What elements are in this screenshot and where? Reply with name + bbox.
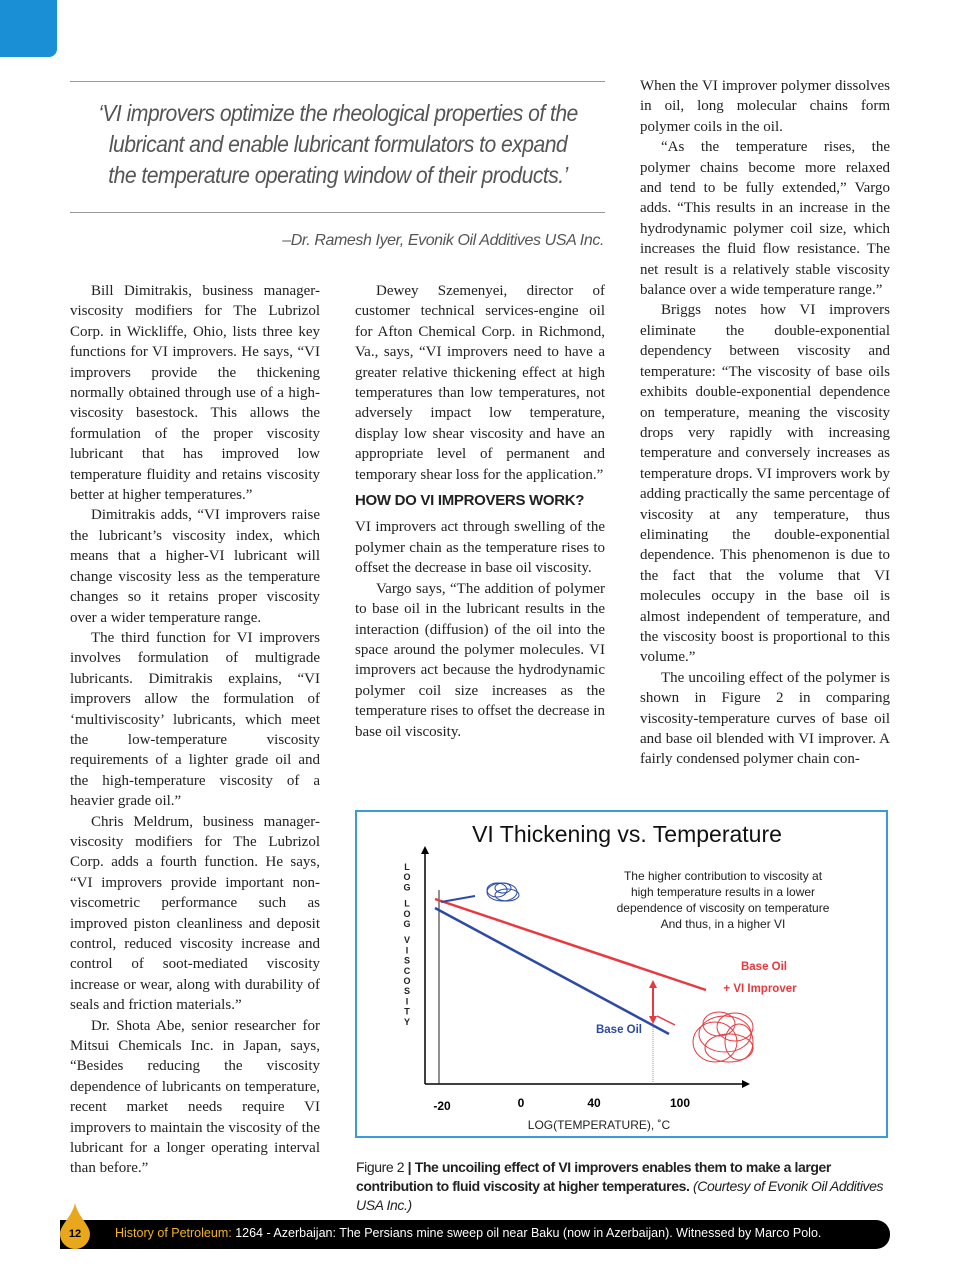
footer-bar xyxy=(60,1220,890,1249)
annotation-line: The higher contribution to viscosity at xyxy=(623,869,823,883)
column-1 xyxy=(70,281,320,1179)
y-axis-label-letter: L xyxy=(404,898,410,909)
page-number: 12 xyxy=(68,1228,82,1240)
y-axis-label xyxy=(403,862,410,1027)
arrow-head-up xyxy=(649,980,657,988)
figure-title: VI Thickening vs. Temperature xyxy=(472,821,782,847)
y-axis-label-letter: O xyxy=(403,976,411,986)
paragraph: When the VI improver polymer dissolves in oil, long molecular chains form polymer coils in the oil. xyxy=(640,78,890,135)
y-axis-label-letter: S xyxy=(403,955,411,966)
column-3 xyxy=(640,76,890,770)
x-axis-label: LOG(TEMPERATURE), ˚C xyxy=(527,1118,671,1132)
annotation-line: And thus, in a higher VI xyxy=(660,917,786,931)
pull-quote-attribution: –Dr. Ramesh Iyer, Evonik Oil Additives USA Inc. xyxy=(282,232,604,249)
paragraph: “As the temperature rises, the polymer chains become more relaxed and tend to be fully extended,” Vargo adds. “This results in an increase in the hydrodynamic polymer coil size, which increases the fluid flow resistance. The net result is a relatively stable viscosity balance over a wide temperature range.” xyxy=(640,139,890,299)
y-axis-label-letter: I xyxy=(405,996,409,1007)
y-axis-label-letter: O xyxy=(403,908,411,919)
caption-text: The uncoiling effect of VI improvers enables them to make a larger contribution to fluid viscosity at higher temperatures. xyxy=(356,1159,831,1194)
x-axis-arrow xyxy=(742,1080,750,1088)
x-tick-label: 100 xyxy=(669,1096,691,1110)
annotation-line: high temperature results in a lower xyxy=(630,885,816,899)
series-label-blue: Base Oil xyxy=(595,1024,643,1036)
footer-text: 1264 - Azerbaijan: The Persians mine sweep oil near Baku (now in Azerbaijan). Witnessed by Marco Polo. xyxy=(231,1226,822,1240)
y-axis-label-letter: S xyxy=(403,986,411,997)
oil-drop-icon xyxy=(60,1203,90,1249)
pull-quote: ‘VI improvers optimize the rheological properties of the lubricant and enable lubricant formulators to expand the temperature operating window of their products.’ xyxy=(98,100,578,188)
x-tick-label: 0 xyxy=(517,1096,525,1110)
paragraph: Vargo says, “The addition of polymer to base oil in the lubricant results in the interaction (diffusion) of the oil into the space around the polymer molecules. VI improvers act because the hydrodynamic polymer coil size increases as the temperature rises to offset the decrease in base oil viscosity. xyxy=(355,580,605,740)
footer-label: History of Petroleum: xyxy=(115,1226,232,1240)
paragraph: Dr. Shota Abe, senior researcher for Mitsui Chemicals Inc. in Japan, says, “Besides reducing the viscosity dependence of lubricants on temperature, recent market needs require VI improvers to maintain the viscosity of the lubricant for a longer operating interval than before.” xyxy=(70,1017,320,1177)
x-tick-label: 40 xyxy=(587,1096,601,1110)
section-heading: HOW DO VI IMPROVERS WORK? xyxy=(355,492,585,510)
y-axis-label-letter: Y xyxy=(403,1016,411,1027)
section-tab xyxy=(0,0,57,57)
y-axis-arrow xyxy=(421,846,429,854)
y-axis-label-letter: V xyxy=(403,935,411,946)
paragraph: The third function for VI improvers involves formulation of multigrade lubricants. Dimitrakis explains, “VI improvers allow the formulation of ‘multiviscosity’ lubricants, which meet the low-temperature viscosity requirements of a lighter grade oil and the high-temperature viscosity of a heavier grade oil.” xyxy=(70,629,320,810)
x-tick-label: -20 xyxy=(433,1099,451,1113)
paragraph: Dimitrakis adds, “VI improvers raise the lubricant’s viscosity index, which means that a higher-VI lubricant will change viscosity less as the temperature changes so it retains proper viscosity over a wider temperature range. xyxy=(70,507,320,626)
figure-caption xyxy=(356,1158,891,1215)
column-2 xyxy=(355,281,605,742)
y-axis-label-letter: L xyxy=(404,862,410,872)
y-axis-label-letter: O xyxy=(403,872,411,883)
quote-top-rule xyxy=(70,81,605,82)
figure-2 xyxy=(355,810,888,1138)
annotation xyxy=(617,869,830,931)
caption-separator: | xyxy=(407,1159,412,1175)
paragraph: Bill Dimitrakis, business manager-viscosity modifiers for The Lubrizol Corp. in Wickliffe, Ohio, lists three key functions for VI improvers. He says, “VI improvers provide the thickening normally obtained through use of a high-viscosity basestock. This allows the formulation of the proper viscosity lubricant that has improved low temperature fluidity and retains viscosity better at higher temperatures.” xyxy=(70,283,320,504)
y-axis-label-letter: T xyxy=(404,1006,410,1017)
paragraph: The uncoiling effect of the polymer is shown in Figure 2 in comparing viscosity-temperature curves of base oil and base oil blended with VI improver. A fairly condensed polymer chain con- xyxy=(640,669,890,768)
y-axis-label-letter: I xyxy=(405,945,409,956)
y-axis-label-letter: C xyxy=(403,965,411,976)
y-axis-label-letter: G xyxy=(403,882,411,893)
small-polymer-coil-icon xyxy=(487,883,519,901)
annotation-line: dependence of viscosity on temperature xyxy=(616,901,830,915)
paragraph: VI improvers act through swelling of the polymer chain as the temperature rises to offset the decrease in base oil viscosity. xyxy=(355,519,605,577)
paragraph: Chris Meldrum, business manager-viscosity modifiers for The Lubrizol Corp. adds a fourth function. He says, “VI improvers provide important non-viscometric performance such as improved piston cleanliness and deposit control, reduced viscosity increase and control of soot-mediated viscosity increase or wear, along with durability of seals and friction materials.” xyxy=(70,813,320,1014)
pointer-line xyxy=(441,896,475,902)
series-label-red-2: + VI Improver xyxy=(723,983,797,995)
y-axis-label-letter: G xyxy=(403,919,411,929)
paragraph: Briggs notes how VI improvers eliminate the double-exponential dependency between viscosity and temperature: “The viscosity of base oils exhibits double-exponential dependence on temperature, meaning the viscosity drops very rapidly with increasing temperature and conversely increases as temperature drops. VI improvers work by adding practically the same percentage of viscosity at any temperature, thus eliminating the double-exponential dependence. This phenomenon is due to the fact that the volume that VI molecules occupy in the base oil is almost independent of temperature, and the viscosity boost is proportional to this volume.” xyxy=(640,302,890,666)
paragraph: Dewey Szemenyei, director of customer technical services-engine oil for Afton Chemical Corp. in Richmond, Va., says, “VI improvers need to have a greater relative thickening effect at high temperatures than low temperatures, not adversely impact low temperature, display low shear viscosity and have an appropriate level of permanent and temporary shear loss for the application.” xyxy=(355,283,605,483)
caption-credit: (Courtesy of Evonik Oil Additives USA Inc.) xyxy=(356,1178,884,1213)
pointer-line xyxy=(657,1016,675,1025)
quote-bottom-rule xyxy=(70,212,605,213)
series-label-red: Base Oil xyxy=(740,961,788,973)
series-line-base-oil xyxy=(435,908,669,1034)
large-polymer-coil-icon xyxy=(693,1012,753,1062)
figure-label: Figure 2 xyxy=(356,1159,405,1175)
